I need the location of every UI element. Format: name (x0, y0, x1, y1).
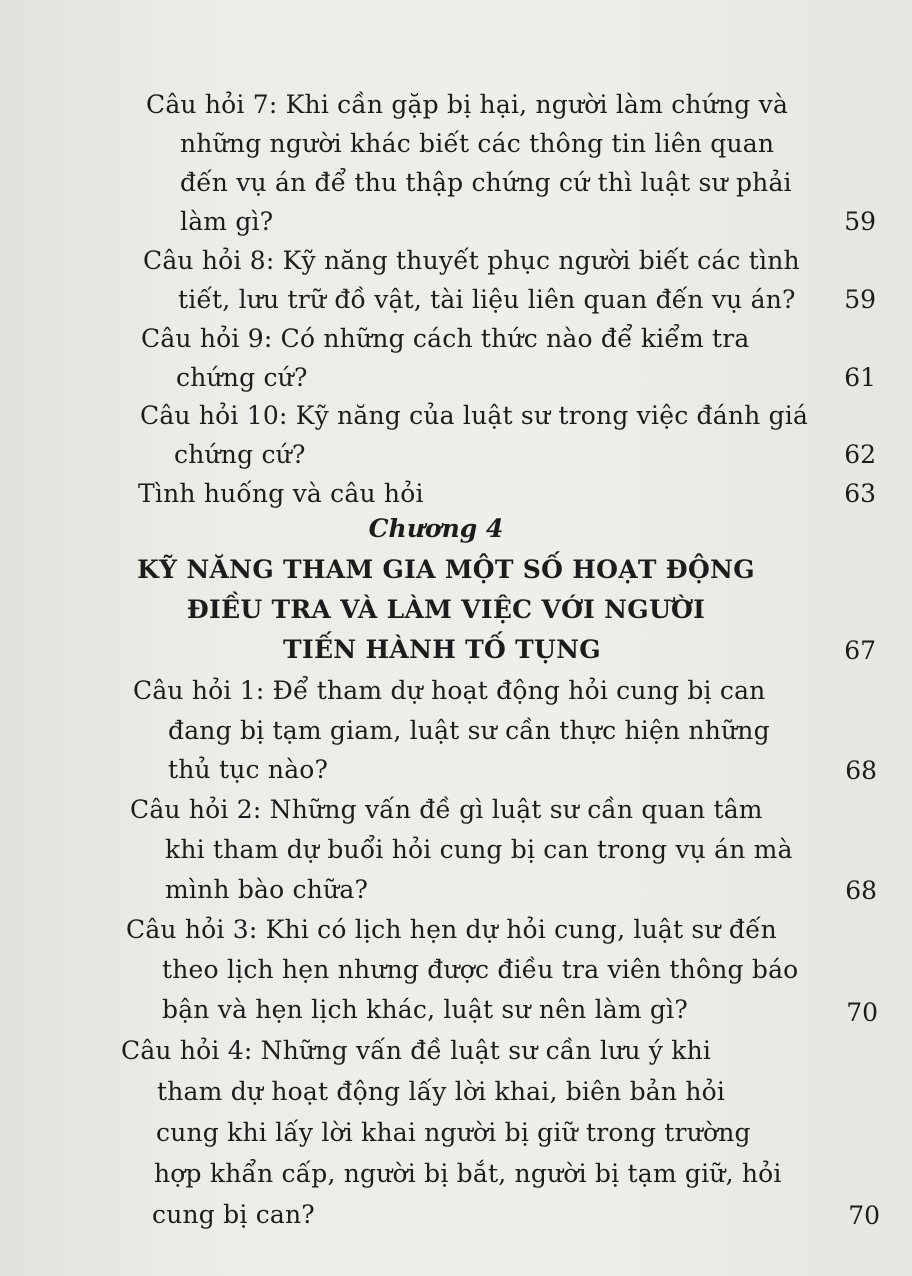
toc-entry-c4-q3-line-1: Câu hỏi 3: Khi có lịch hẹn dự hỏi cung, luật sư đến (126, 915, 777, 944)
toc-entry-situations: Tình huống và câu hỏi (138, 479, 424, 508)
toc-entry-c4-q4-page: 70 (848, 1201, 880, 1230)
toc-entry-q7-line-1: Câu hỏi 7: Khi cần gặp bị hại, người làm chứng và (146, 90, 789, 119)
toc-entry-c4-q2-page: 68 (845, 876, 877, 905)
toc-entry-q7-line-4: làm gì? (180, 207, 274, 236)
toc-entry-c4-q4-line-1: Câu hỏi 4: Những vấn đề luật sư cần lưu ý khi (121, 1036, 712, 1065)
toc-entry-q7-line-2: những người khác biết các thông tin liên quan (180, 129, 775, 158)
toc-entry-c4-q4-line-2: tham dự hoạt động lấy lời khai, biên bản hỏi (157, 1077, 726, 1106)
toc-entry-q10-line-2: chứng cứ? (174, 440, 306, 469)
toc-entry-q7-page: 59 (844, 207, 876, 236)
chapter-title-line-3: TIẾN HÀNH TỐ TỤNG (283, 635, 601, 664)
toc-entry-c4-q3-page: 70 (846, 998, 878, 1027)
toc-entry-situations-page: 63 (844, 479, 876, 508)
toc-entry-c4-q2-line-1: Câu hỏi 2: Những vấn đề gì luật sư cần quan tâm (130, 795, 763, 824)
toc-entry-q9-line-1: Câu hỏi 9: Có những cách thức nào để kiểm tra (141, 324, 750, 353)
toc-entry-c4-q4-line-3: cung khi lấy lời khai người bị giữ trong trường (156, 1118, 751, 1147)
toc-entry-c4-q2-line-2: khi tham dự buổi hỏi cung bị can trong vụ án mà (165, 835, 793, 864)
toc-entry-q9-page: 61 (844, 363, 876, 392)
toc-entry-q8-page: 59 (844, 285, 876, 314)
toc-entry-q8-line-1: Câu hỏi 8: Kỹ năng thuyết phục người biết các tình (143, 246, 800, 275)
toc-entry-c4-q2-line-3: mình bào chữa? (165, 875, 369, 904)
toc-entry-q9-line-2: chứng cứ? (176, 363, 308, 392)
toc-entry-c4-q4-line-4: hợp khẩn cấp, người bị bắt, người bị tạm giữ, hỏi (154, 1159, 782, 1188)
toc-entry-c4-q3-line-3: bận và hẹn lịch khác, luật sư nên làm gì? (162, 995, 688, 1024)
toc-entry-c4-q1-page: 68 (845, 756, 877, 785)
chapter-title-line-2: ĐIỀU TRA VÀ LÀM VIỆC VỚI NGƯỜI (186, 595, 706, 624)
chapter-title-line-1: KỸ NĂNG THAM GIA MỘT SỐ HOẠT ĐỘNG (137, 555, 755, 584)
toc-entry-c4-q1-line-2: đang bị tạm giam, luật sư cần thực hiện những (168, 716, 770, 745)
toc-entry-q8-line-2: tiết, lưu trữ đồ vật, tài liệu liên quan đến vụ án? (178, 285, 796, 314)
chapter-label: Chương 4 (368, 514, 504, 543)
toc-entry-c4-q1-line-1: Câu hỏi 1: Để tham dự hoạt động hỏi cung bị can (133, 676, 766, 705)
chapter-page: 67 (844, 636, 876, 665)
toc-entry-c4-q3-line-2: theo lịch hẹn nhưng được điều tra viên thông báo (162, 955, 799, 984)
toc-entry-q10-page: 62 (844, 440, 876, 469)
toc-entry-c4-q1-line-3: thủ tục nào? (168, 755, 329, 784)
toc-entry-q10-line-1: Câu hỏi 10: Kỹ năng của luật sư trong việc đánh giá (140, 401, 809, 430)
toc-entry-c4-q4-line-5: cung bị can? (152, 1200, 315, 1229)
toc-entry-q7-line-3: đến vụ án để thu thập chứng cứ thì luật sư phải (180, 168, 792, 197)
